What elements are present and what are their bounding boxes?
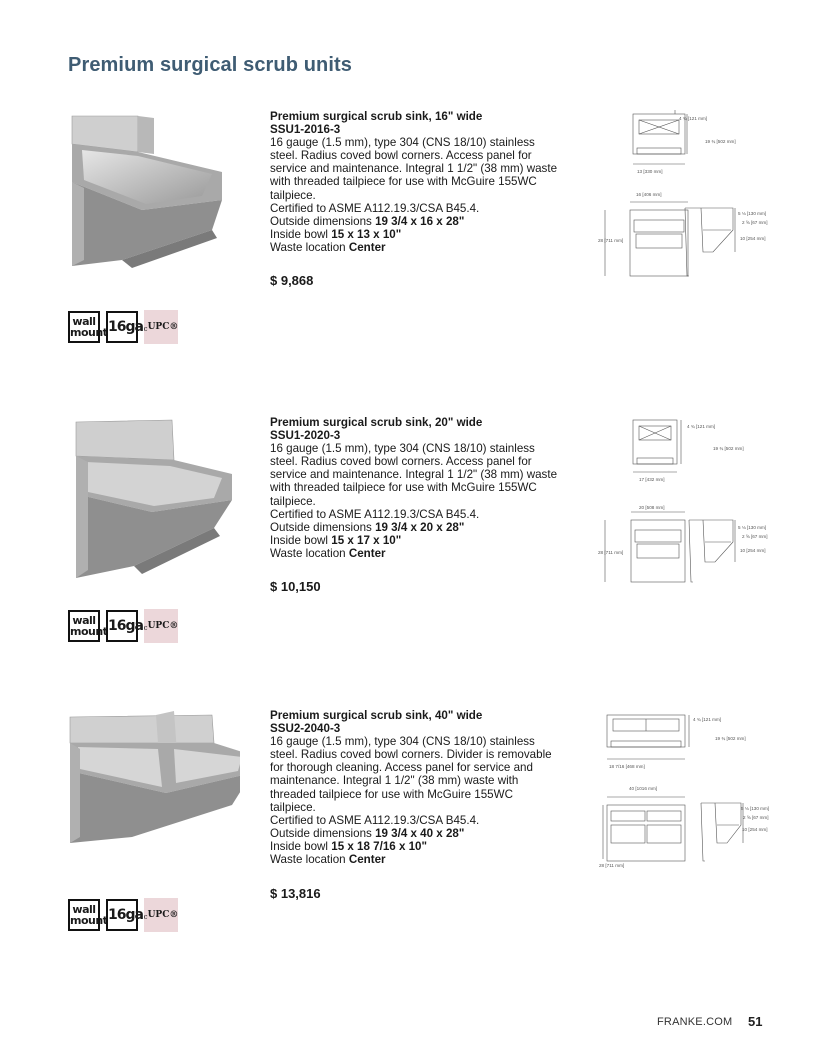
desc-line: 16 gauge (1.5 mm), type 304 (CNS 18/10) stainless [270,136,535,150]
gauge-badge: 16ga [106,610,138,642]
product-name: Premium surgical scrub sink, 20" wide [270,416,483,429]
dim-label: 5 ⅛ [130 mm] [738,211,767,216]
upc-badge: c UPC® [144,898,178,932]
dim-label: 10 [254 mm] [740,236,766,241]
dimension-diagram [595,416,785,586]
price: $ 10,150 [270,579,321,594]
dim-label: 18 7/16 [468 mm] [609,764,645,769]
dim-label: 10 [254 mm] [742,827,768,832]
badge-row [68,899,178,932]
desc-line: tailpiece. [270,800,316,814]
certification: Certified to ASME A112.19.3/CSA B45.4. [270,813,480,827]
page-title: Premium surgical scrub units [68,54,352,76]
product-name: Premium surgical scrub sink, 16" wide [270,110,483,123]
dim-label: 16 [406 mm] [636,192,662,197]
waste-location: Waste location Center [270,546,386,560]
product-ssu1-2016-3 [0,110,816,410]
desc-line: steel. Radius coved bowl corners. Access panel for [270,149,532,163]
desc-line: threaded tailpiece for use with McGuire 155WC [270,787,513,801]
dim-label: 2 ⅝ [67 mm] [742,220,768,225]
product-name: Premium surgical scrub sink, 40" wide [270,709,483,722]
wall-mount-badge: wall mount [68,899,100,931]
desc-line: service and maintenance. Integral 1 1/2" (38 mm) waste [270,468,558,482]
product-model: SSU1-2016-3 [270,123,341,137]
certification: Certified to ASME A112.19.3/CSA B45.4. [270,201,480,215]
desc-line: 16 gauge (1.5 mm), type 304 (CNS 18/10) stainless [270,735,535,749]
waste-location: Waste location Center [270,853,386,867]
product-photo [62,416,240,596]
dim-label: 19 ¾ [502 mm] [715,736,746,741]
dim-label: 4 ¾ [121 mm] [687,424,716,429]
product-description [270,416,600,560]
desc-line: with threaded tailpiece for use with McGuire 155WC [270,175,537,189]
dim-label: 2 ⅝ [67 mm] [743,815,769,820]
product-description [270,709,600,866]
desc-line: with threaded tailpiece for use with McGuire 155WC [270,481,537,495]
dim-label: 20 [508 mm] [639,505,665,510]
certification: Certified to ASME A112.19.3/CSA B45.4. [270,507,480,521]
dim-label: 2 ⅝ [67 mm] [742,534,768,539]
price: $ 13,816 [270,886,321,901]
dim-label: 17 [432 mm] [639,477,665,482]
price: $ 9,868 [270,273,314,288]
dim-label: 28 [711 mm] [599,863,625,868]
dim-label: 5 ⅛ [130 mm] [738,525,767,530]
outside-dimensions: Outside dimensions 19 3/4 x 16 x 28" [270,214,465,228]
desc-line: tailpiece. [270,494,316,508]
wall-mount-badge: wall mount [68,610,100,642]
product-ssu1-2020-3 [0,416,816,716]
badge-row [68,311,178,344]
page-number: 51 [748,1014,763,1029]
dim-label: 19 ¾ [502 mm] [705,139,736,144]
waste-location: Waste location Center [270,240,386,254]
dim-label: 4 ¾ [121 mm] [679,116,708,121]
product-ssu2-2040-3 [0,709,816,1009]
product-photo [62,709,240,889]
dim-label: 19 ¾ [502 mm] [713,446,744,451]
product-model: SSU1-2020-3 [270,429,341,443]
dim-label: 40 [1016 mm] [629,786,658,791]
product-model: SSU2-2040-3 [270,722,341,736]
dimension-diagram [595,110,785,280]
upc-badge: c UPC® [144,310,178,344]
gauge-badge: 16ga [106,899,138,931]
desc-line: steel. Radius coved bowl corners. Divider is removable [270,748,552,762]
dim-label: 4 ¾ [121 mm] [693,717,722,722]
desc-line: service and maintenance. Integral 1 1/2" (38 mm) waste [270,162,558,176]
outside-dimensions: Outside dimensions 19 3/4 x 20 x 28" [270,520,465,534]
desc-line: steel. Radius coved bowl corners. Access panel for [270,455,532,469]
dim-label: 28 [711 mm] [598,238,624,243]
inside-bowl: Inside bowl 15 x 18 7/16 x 10" [270,839,428,853]
product-photo [62,110,240,290]
upc-badge: c UPC® [144,609,178,643]
desc-line: 16 gauge (1.5 mm), type 304 (CNS 18/10) stainless [270,442,535,456]
product-description [270,110,600,254]
dim-label: 13 [330 mm] [637,169,663,174]
dim-label: 28 [711 mm] [598,550,624,555]
outside-dimensions: Outside dimensions 19 3/4 x 40 x 28" [270,826,465,840]
dim-label: 10 [254 mm] [740,548,766,553]
wall-mount-badge: wall mount [68,311,100,343]
footer-website: FRANKE.COM [657,1016,733,1028]
inside-bowl: Inside bowl 15 x 17 x 10" [270,533,402,547]
desc-line: for thorough cleaning. Access panel for service and [270,761,533,775]
inside-bowl: Inside bowl 15 x 13 x 10" [270,227,402,241]
desc-line: maintenance. Integral 1 1/2" (38 mm) waste with [270,774,519,788]
dim-label: 5 ⅛ [130 mm] [741,806,770,811]
gauge-badge: 16ga [106,311,138,343]
badge-row [68,610,178,643]
dimension-diagram [595,709,785,879]
desc-line: tailpiece. [270,188,316,202]
